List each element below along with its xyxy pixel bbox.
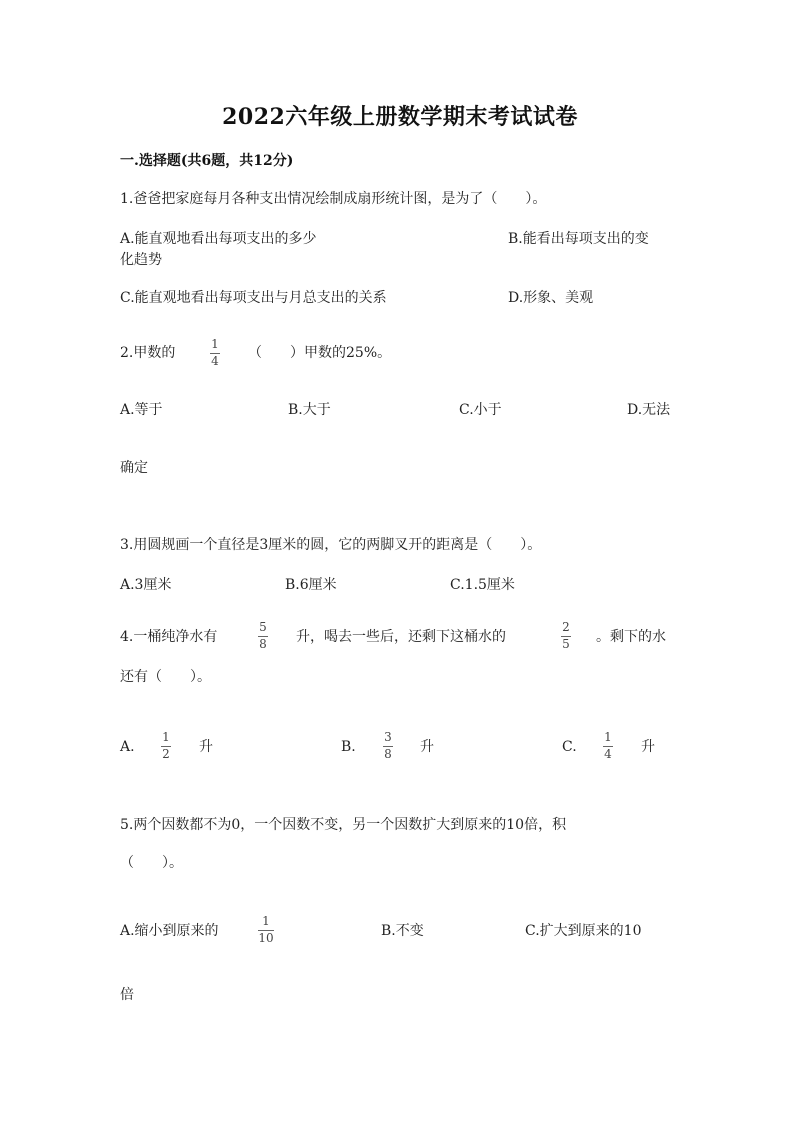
question-1-option-c: C.能直观地看出每项支出与月总支出的关系 — [120, 290, 387, 306]
question-1-option-d: D.形象、美观 — [508, 290, 594, 306]
question-4-option-c-label: C. — [562, 739, 577, 755]
question-5-option-a-fraction — [258, 915, 274, 945]
fraction-denominator: 2 — [162, 747, 170, 761]
question-4-option-c-unit: 升 — [641, 739, 655, 755]
fraction-numerator: 1 — [162, 730, 170, 744]
fraction-denominator: 8 — [384, 747, 392, 761]
question-4-stem-pre: 4.一桶纯净水有 — [120, 629, 218, 645]
fraction-numerator: 1 — [604, 730, 612, 744]
question-3-option-a: A.3厘米 — [120, 577, 172, 593]
question-2-option-d: D.无法 — [627, 402, 671, 418]
fraction-numerator: 5 — [259, 620, 267, 634]
page-title: 2022六年级上册数学期末考试试卷 — [222, 104, 578, 130]
question-5-stem-line2: （ ）。 — [120, 855, 183, 871]
fraction-denominator: 4 — [211, 354, 219, 368]
question-1-option-b: B.能看出每项支出的变 — [508, 231, 649, 247]
question-5-option-a: A.缩小到原来的 — [120, 923, 219, 939]
question-3-option-c: C.1.5厘米 — [450, 577, 515, 593]
question-4-option-b-unit: 升 — [420, 739, 434, 755]
fraction-denominator: 8 — [259, 637, 267, 651]
question-5-option-b: B.不变 — [381, 923, 424, 939]
question-4-option-c-fraction — [603, 731, 613, 761]
fraction-numerator: 1 — [211, 337, 219, 351]
fraction-numerator: 3 — [384, 730, 392, 744]
question-2-option-b: B.大于 — [288, 402, 331, 418]
question-3-stem: 3.用圆规画一个直径是3厘米的圆，它的两脚叉开的距离是（ ）。 — [120, 537, 542, 553]
question-5-stem: 5.两个因数都不为0，一个因数不变，另一个因数扩大到原来的10倍，积 — [120, 817, 567, 833]
question-4-option-a-fraction — [161, 731, 171, 761]
fraction-denominator: 10 — [258, 931, 274, 945]
question-2-fraction — [210, 338, 220, 368]
question-4-stem-mid: 升，喝去一些后，还剩下这桶水的 — [296, 629, 506, 645]
fraction-numerator: 2 — [562, 620, 570, 634]
question-4-fraction-1 — [258, 621, 268, 651]
question-1-option-b-cont: 化趋势 — [120, 252, 162, 268]
question-4-stem-post: 。剩下的水 — [596, 629, 666, 645]
question-4-stem-line2: 还有（ ）。 — [120, 669, 211, 685]
question-1-option-a: A.能直观地看出每项支出的多少 — [120, 231, 317, 247]
section-heading: 一.选择题(共6题，共12分) — [120, 153, 294, 169]
question-5-option-c: C.扩大到原来的10 — [525, 923, 642, 939]
fraction-denominator: 4 — [604, 747, 612, 761]
question-5-option-c-cont: 倍 — [120, 987, 134, 1003]
question-4-option-b-label: B. — [341, 739, 356, 755]
question-4-option-a-unit: 升 — [199, 739, 213, 755]
question-2-option-d-cont: 确定 — [120, 460, 148, 476]
fraction-denominator: 5 — [562, 637, 570, 651]
question-3-option-b: B.6厘米 — [285, 577, 337, 593]
question-2-stem-post: （ ）甲数的25%。 — [248, 345, 392, 361]
question-1-stem: 1.爸爸把家庭每月各种支出情况绘制成扇形统计图，是为了（ ）。 — [120, 191, 547, 207]
question-2-option-c: C.小于 — [459, 402, 502, 418]
question-2-option-a: A.等于 — [120, 402, 163, 418]
question-4-option-a-label: A. — [120, 739, 135, 755]
question-4-fraction-2 — [561, 621, 571, 651]
fraction-numerator: 1 — [262, 914, 270, 928]
question-2-stem-pre: 2.甲数的 — [120, 345, 176, 361]
question-4-option-b-fraction — [383, 731, 393, 761]
